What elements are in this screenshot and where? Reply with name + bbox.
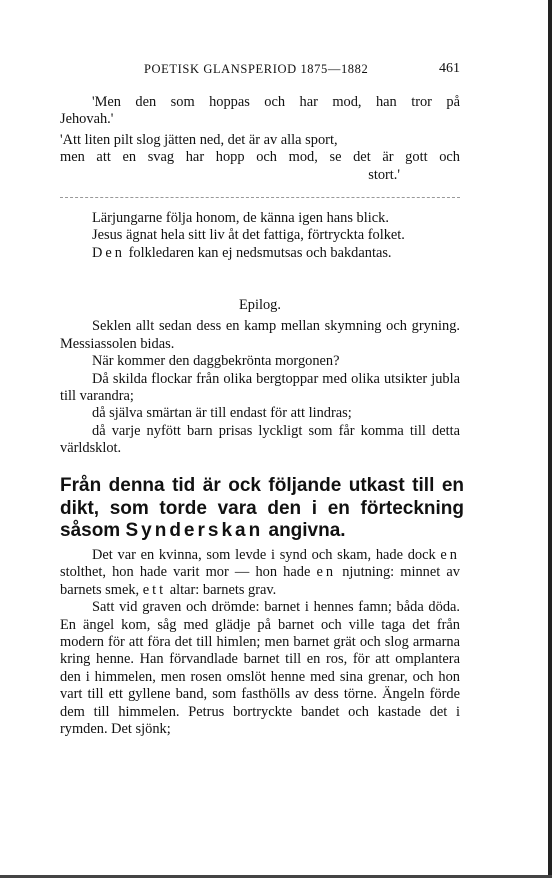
text-run: stolthet, hon hade varit mor — hon hade <box>60 564 317 581</box>
spaced-word: en <box>316 564 337 581</box>
separator-line <box>60 197 460 198</box>
text-run: folkledaren kan ej nedsmutsas och bakdantas. <box>124 244 392 261</box>
quote-line: stort.' <box>368 166 400 183</box>
paragraph: När kommer den daggbekrönta morgonen? <box>92 353 340 370</box>
text-run: Det var en kvinna, som levde i synd och skam, hade dock <box>92 547 441 563</box>
quote-block <box>60 94 460 184</box>
page-edge-right <box>548 0 552 878</box>
paragraph: Då skilda flockar från olika bergtoppar med olika utsikter jubla till varandra; <box>60 370 460 405</box>
paragraph: Seklen allt sedan dess en kamp mellan skymning och gryning. Messiassolen bidas. <box>60 318 460 352</box>
quote-line: 'Att liten pilt slog jätten ned, det är av alla sport, <box>60 131 338 148</box>
page-header <box>60 62 460 82</box>
epilog-section <box>60 297 460 458</box>
heading-text <box>60 475 464 543</box>
spaced-word: en <box>440 547 460 563</box>
text-run: altar: barnets grav. <box>166 581 277 598</box>
paragraph: Lärjungarne följa honom, de känna igen hans blick. <box>92 210 389 226</box>
body-section <box>60 547 460 738</box>
spaced-word: ett <box>142 581 167 598</box>
section-heading <box>60 475 464 543</box>
paragraph <box>60 245 460 262</box>
quote-line: men att en svag har hopp och mod, se det är gott och <box>60 149 460 166</box>
paragraph: då varje nyfött barn prisas lyckligt som får komma till detta världsklot. <box>60 422 460 457</box>
paragraph: Satt vid graven och drömde: barnet i hennes famn; båda döda. En ängel kom, såg med glädje på barnet och ville taga det från modern för att föra det till himlen; men barnet grät och slog armarna kring henne. Han förvandlade barnet till en ros, för att omplantera den i himmelen, men rosen omslöt henne med sina grenar, och hon vart till ett gyllene band, som fasthölls av dess törne. Ängeln förde dem till himmelen. Petrus bortryckte bandet och kastade det i rymden. Det sjönk; <box>60 599 460 738</box>
heading-main: Från denna tid är ock följande utkast till en dikt, som torde vara den i en förteckning såsom <box>60 475 464 541</box>
quote-line: Jehovah.' <box>60 111 114 128</box>
spaced-word: Den <box>92 244 125 261</box>
paragraph: då själva smärtan är till endast för att lindras; <box>92 405 352 422</box>
text-run: njutning: minnet av barnets smek, <box>60 564 460 598</box>
quote-line: 'Men den som hoppas och har mod, han tror på <box>92 94 460 110</box>
epilog-title: Epilog. <box>239 297 281 313</box>
disciples-section <box>60 210 460 262</box>
paragraph: Jesus ägnat hela sitt liv åt det fattiga, förtryckta folket. <box>92 227 405 244</box>
page-number: 461 <box>439 61 460 76</box>
running-head: POETISK GLANSPERIOD 1875—1882 <box>144 62 369 76</box>
heading-end: angivna. <box>263 520 346 541</box>
spaced-word: Synderskan <box>125 520 264 541</box>
paragraph <box>60 547 460 599</box>
